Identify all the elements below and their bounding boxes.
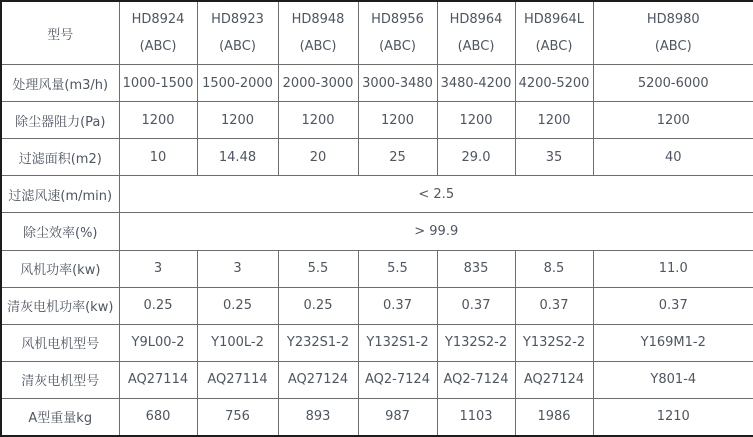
model-series: (ABC)	[139, 39, 177, 55]
row-label: 清灰电机功率(kw)	[1, 287, 119, 324]
table-cell: 1200	[278, 102, 358, 139]
model-series: (ABC)	[219, 39, 256, 55]
table-cell: 5200-6000	[593, 65, 753, 102]
merged-value-cell: < 2.5	[119, 176, 753, 213]
table-cell: Y801-4	[593, 361, 753, 398]
table-cell: 0.37	[437, 287, 515, 324]
row-label: 风机功率(kw)	[1, 250, 119, 287]
table-cell: 0.37	[593, 287, 753, 324]
table-cell: 35	[515, 139, 593, 176]
table-cell: 14.48	[197, 139, 278, 176]
table-cell: 3000-3480	[358, 65, 437, 102]
table-cell: 3480-4200	[437, 65, 515, 102]
table-cell: AQ27124	[515, 361, 593, 398]
header-model-cell	[278, 1, 358, 65]
row-label: 除尘效率(%)	[1, 213, 119, 250]
table-row-fan-power	[1, 250, 753, 287]
model-name: HD8980	[646, 12, 700, 28]
table-row-filter-area	[1, 139, 753, 176]
table-cell: AQ27124	[278, 361, 358, 398]
table-cell: Y232S1-2	[278, 324, 358, 361]
row-label: 除尘器阻力(Pa)	[1, 102, 119, 139]
row-label: 过滤风速(m/min)	[1, 176, 119, 213]
table-cell: 893	[278, 398, 358, 436]
table-row-cleaning-motor-model	[1, 361, 753, 398]
header-model-cell	[515, 1, 593, 65]
table-row-efficiency	[1, 213, 753, 250]
model-series: (ABC)	[654, 39, 692, 55]
table-cell: 1200	[119, 102, 197, 139]
table-cell: AQ2-7124	[437, 361, 515, 398]
table-cell: Y132S1-2	[358, 324, 437, 361]
table-cell: 4200-5200	[515, 65, 593, 102]
model-name: HD8964	[449, 12, 503, 28]
table-cell: 1500-2000	[197, 65, 278, 102]
table-cell: 0.25	[197, 287, 278, 324]
table-cell: 987	[358, 398, 437, 436]
model-name: HD8924	[131, 12, 185, 28]
table-cell: AQ27114	[197, 361, 278, 398]
table-cell: 1200	[197, 102, 278, 139]
table-cell: Y100L-2	[197, 324, 278, 361]
table-cell: 10	[119, 139, 197, 176]
table-cell: 3	[119, 250, 197, 287]
table-cell: 0.25	[278, 287, 358, 324]
table-cell: 25	[358, 139, 437, 176]
model-name: HD8923	[211, 12, 264, 28]
header-model-label: 型号	[1, 1, 119, 65]
table-cell: 680	[119, 398, 197, 436]
model-series: (ABC)	[457, 39, 495, 55]
model-name: HD8948	[291, 12, 345, 28]
table-row-cleaning-motor-power	[1, 287, 753, 324]
table-cell: 40	[593, 139, 753, 176]
table-cell: 0.37	[358, 287, 437, 324]
table-cell: 2000-3000	[278, 65, 358, 102]
table-cell: 8.5	[515, 250, 593, 287]
table-cell: 3	[197, 250, 278, 287]
header-model-cell	[197, 1, 278, 65]
table-cell: 756	[197, 398, 278, 436]
header-model-cell	[593, 1, 753, 65]
row-label: 清灰电机型号	[1, 361, 119, 398]
table-row-weight	[1, 398, 753, 436]
table-row-filter-velocity	[1, 176, 753, 213]
table-cell: Y169M1-2	[593, 324, 753, 361]
table-cell: 1200	[593, 102, 753, 139]
model-name: HD8964L	[523, 12, 585, 28]
table-cell: 5.5	[278, 250, 358, 287]
table-cell: Y132S2-2	[437, 324, 515, 361]
table-cell: 0.25	[119, 287, 197, 324]
table-cell: 1000-1500	[119, 65, 197, 102]
table-cell: 29.0	[437, 139, 515, 176]
row-label: 处理风量(m3/h)	[1, 65, 119, 102]
row-label: A型重量kg	[1, 398, 119, 436]
table-cell: 1103	[437, 398, 515, 436]
table-cell: 20	[278, 139, 358, 176]
table-cell: 1986	[515, 398, 593, 436]
row-label: 风机电机型号	[1, 324, 119, 361]
table-cell: 5.5	[358, 250, 437, 287]
model-series: (ABC)	[299, 39, 337, 55]
table-cell: 11.0	[593, 250, 753, 287]
table-cell: 1200	[515, 102, 593, 139]
model-series: (ABC)	[535, 39, 573, 55]
row-label: 过滤面积(m2)	[1, 139, 119, 176]
table-cell: 1200	[437, 102, 515, 139]
table-cell: Y9L00-2	[119, 324, 197, 361]
table-row-resistance	[1, 102, 753, 139]
table-header-row	[1, 1, 753, 65]
table-cell: 1200	[358, 102, 437, 139]
header-model-cell	[358, 1, 437, 65]
header-model-cell	[437, 1, 515, 65]
table-cell: AQ27114	[119, 361, 197, 398]
table-cell: Y132S2-2	[515, 324, 593, 361]
model-series: (ABC)	[379, 39, 416, 55]
table-cell: AQ2-7124	[358, 361, 437, 398]
header-model-cell	[119, 1, 197, 65]
merged-value-cell: > 99.9	[119, 213, 753, 250]
table-row-fan-motor-model	[1, 324, 753, 361]
table-cell: 835	[437, 250, 515, 287]
table-cell: 1210	[593, 398, 753, 436]
table-row-air-volume	[1, 65, 753, 102]
table-cell: 0.37	[515, 287, 593, 324]
model-name: HD8956	[371, 12, 424, 28]
